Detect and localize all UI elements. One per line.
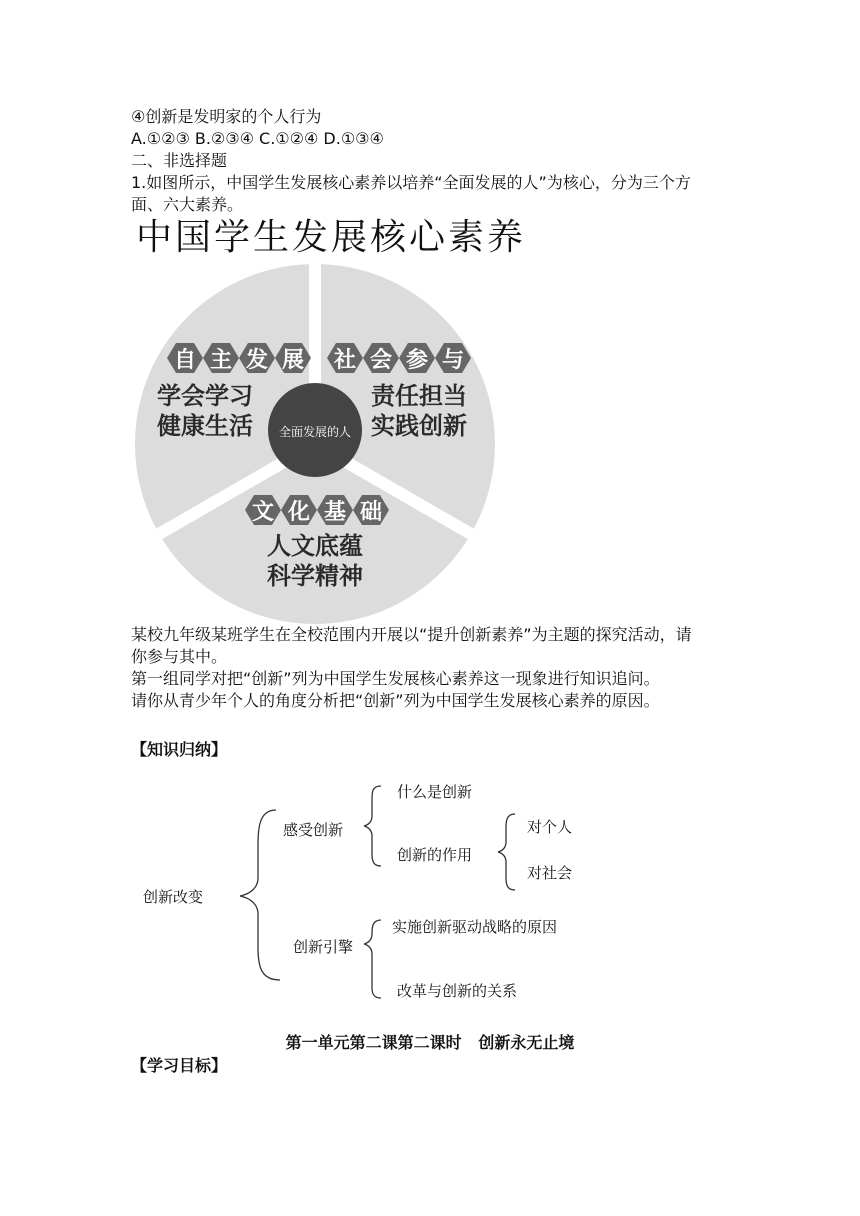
section-3-line-1: 人文底蕴 [267,532,363,560]
branch-2-brace [364,920,381,998]
section-2-line-1: 责任担当 [371,382,467,410]
mindmap-root: 创新改变 [143,888,204,906]
section-1-line-1: 学会学习 [157,382,253,410]
lesson-title: 第一单元第二课第二课时 创新永无止境 [285,1033,575,1052]
section-2-char-2: 会 [369,348,393,373]
question-1-text-cont: 面、六大素养。 [131,195,244,214]
mindmap-b1-item-2: 创新的作用 [397,846,473,864]
section-3-char-2: 化 [287,500,311,525]
mindmap-branch-1: 感受创新 [283,821,344,839]
mindmap-b1-sub-2: 对社会 [527,864,573,882]
section-1-char-4: 展 [281,348,305,373]
option-line-4: ④创新是发明家的个人行为 [131,107,322,126]
group-1-task: 第一组同学对把“创新”列为中国学生发展核心素养这一现象进行知识追问。 [131,669,660,688]
branch-1-brace [364,786,381,866]
question-1-text: 1.如图所示，中国学生发展核心素养以培养“全面发展的人”为核心，分为三个方 [131,173,691,192]
section-1-char-2: 主 [209,348,233,373]
mindmap-b2-item-2: 改革与创新的关系 [397,982,518,1000]
core-literacy-figure [135,264,495,624]
knowledge-summary-heading: 【知识归纳】 [131,740,228,759]
center-label: 全面发展的人 [278,425,352,439]
section-2-char-4: 与 [441,348,465,373]
root-brace [240,810,280,980]
section-1-char-3: 发 [245,348,269,373]
mindmap-b2-item-1: 实施创新驱动战略的原因 [392,918,558,936]
question-prompt: 请你从青少年个人的角度分析把“创新”列为中国学生发展核心素养的原因。 [131,691,660,710]
effect-brace [498,814,515,890]
section-3-char-4: 础 [359,500,383,525]
section-3-line-2: 科学精神 [267,562,363,590]
section-2-char-1: 社 [333,348,357,373]
activity-intro-cont: 你参与其中。 [131,647,228,666]
mindmap-b1-sub-1: 对个人 [527,818,573,836]
section-2-line-2: 实践创新 [371,412,467,440]
mindmap-branch-2: 创新引擎 [293,938,354,956]
learning-objectives-heading: 【学习目标】 [131,1056,228,1075]
mindmap-b1-item-1: 什么是创新 [397,783,473,801]
section-1-char-1: 自 [173,348,197,373]
section-3-char-1: 文 [251,500,275,525]
answer-choices: A.①②③ B.②③④ C.①②④ D.①③④ [131,129,384,148]
section-1-line-2: 健康生活 [157,412,253,440]
activity-intro: 某校九年级某班学生在全校范围内开展以“提升创新素养”为主题的探究活动，请 [131,625,692,644]
section-3-char-3: 基 [323,500,347,525]
section-heading-non-choice: 二、非选择题 [131,151,228,170]
section-2-char-3: 参 [405,348,429,373]
figure-title: 中国学生发展核心素养 [136,217,527,258]
